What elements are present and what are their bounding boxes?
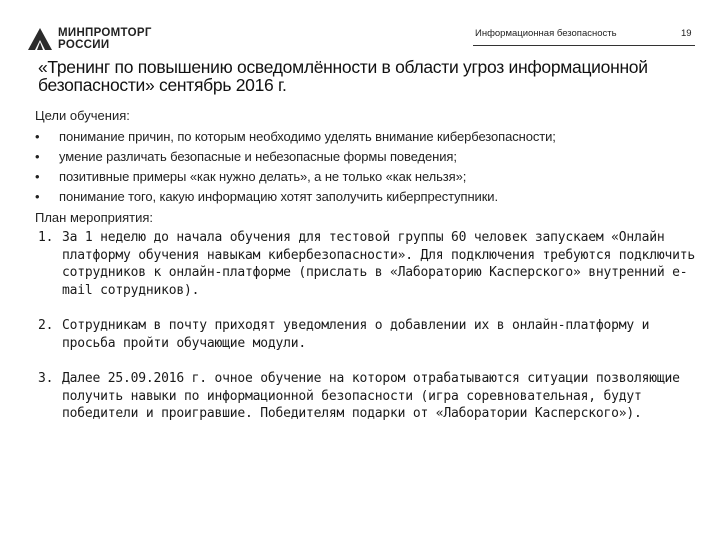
header-divider [473, 45, 695, 46]
ministry-logo [28, 27, 152, 51]
goal-item [35, 167, 715, 187]
section-label: Информационная безопасность [475, 28, 617, 39]
plan-item-text: За 1 неделю до начала обучения для тестовой группы 60 человек запускаем «Онлайн платформу обучения навыкам кибербезопасности». Для подключения требуются подключить сотрудников к онлайн-платформе (прислать в «Лабораторию Касперского» внутренний e-mail сотрудников). [62, 230, 696, 298]
slide-title: «Тренинг по повышению осведомлённости в области угроз информационной безопасности» сентябрь 2016 г. [38, 57, 648, 95]
plan-item-text: Сотрудникам в почту приходят уведомления о добавлении их в онлайн-платформу и просьба пройти обучающие модули. [62, 318, 650, 351]
goal-item [35, 147, 715, 167]
bullet-icon: • [35, 129, 40, 144]
logo-line-1: МИНПРОМТОРГ [58, 27, 152, 39]
bullet-icon: • [35, 169, 40, 184]
goal-text: позитивные примеры «как нужно делать», а не только «как нельзя»; [59, 169, 467, 184]
plan-item-number: 3. [38, 371, 54, 386]
plan-item [38, 370, 708, 423]
goal-text: понимание того, какую информацию хотят заполучить киберпреступники. [59, 189, 498, 204]
goals-label: Цели обучения: [35, 108, 130, 123]
logo-line-2: РОССИИ [58, 39, 110, 51]
plan-item [38, 317, 708, 352]
page-number: 19 [681, 28, 692, 39]
plan-label: План мероприятия: [35, 210, 154, 225]
goals-list [35, 127, 715, 207]
bullet-icon: • [35, 149, 40, 164]
ministry-emblem-icon [28, 28, 52, 50]
goal-item [35, 187, 715, 207]
plan-item [38, 229, 708, 299]
goal-text: понимание причин, по которым необходимо уделять внимание кибербезопасности; [59, 129, 556, 144]
bullet-icon: • [35, 189, 40, 204]
goal-item [35, 127, 715, 147]
goal-text: умение различать безопасные и небезопасные формы поведения; [59, 149, 457, 164]
plan-item-text: Далее 25.09.2016 г. очное обучение на котором отрабатываются ситуации позволяющие получить навыки по информационной безопасности (игра соревновательная, будут победители и проигравшие. Победителям подарки от «Лаборатории Касперского»). [62, 371, 680, 421]
plan-list [38, 229, 708, 423]
logo-text [58, 27, 152, 51]
plan-item-number: 2. [38, 318, 54, 333]
plan-item-number: 1. [38, 230, 54, 245]
